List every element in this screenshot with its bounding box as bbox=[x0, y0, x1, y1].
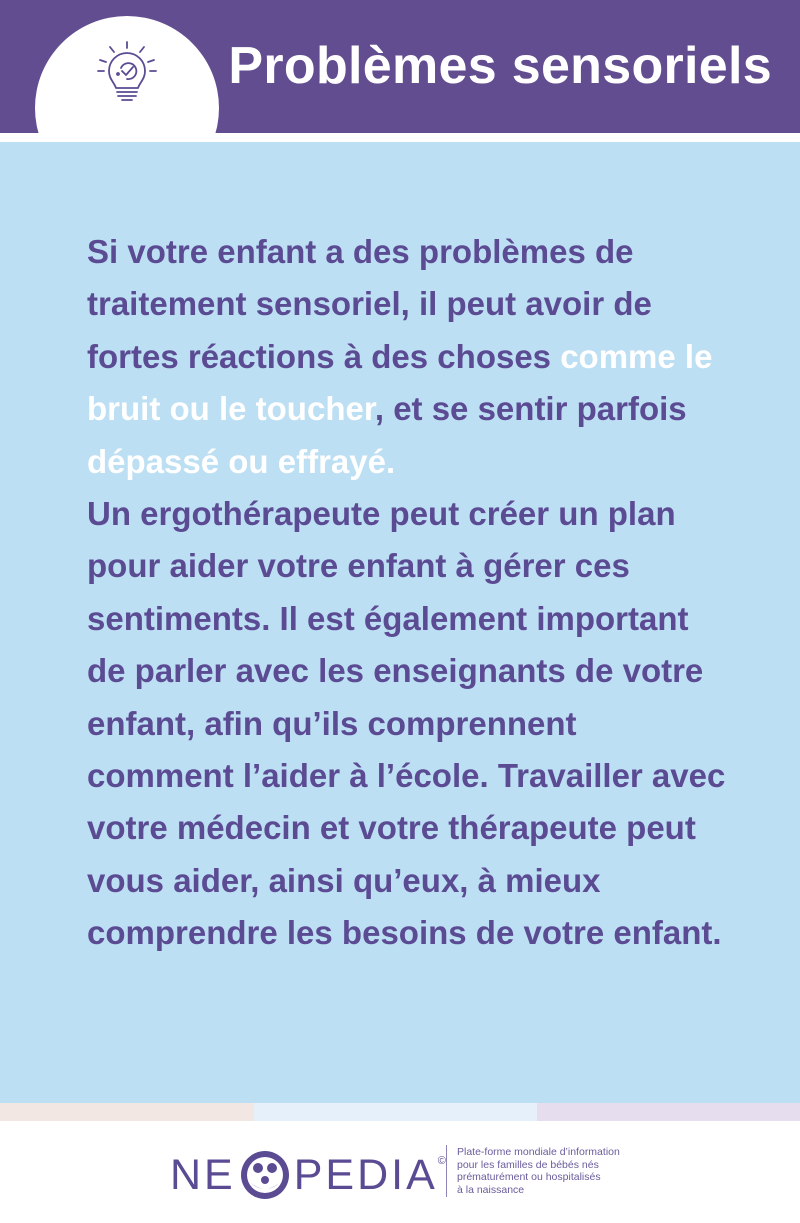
lightbulb-check-icon bbox=[92, 38, 162, 108]
stripe-lavender bbox=[537, 1103, 800, 1121]
p1-text-a: Si votre enfant a des problèmes de traitement sensoriel, il peut avoir de fortes réactions à des choses bbox=[87, 233, 652, 375]
highlight-1: comme le bruit ou le toucher bbox=[87, 337, 713, 428]
paragraph-2: Un ergothérapeute peut créer un plan pour aider votre enfant à gérer ces sentiments. Il est également important de parler avec les enseignants de votre enfant, afin qu’ils comprennent comment l’aider à l’école. Travailler avec votre médecin et votre thérapeute peut vous aider, ainsi qu’eux, à mieux comprendre les besoins de votre enfant. bbox=[87, 495, 726, 952]
family-circle-icon bbox=[239, 1149, 291, 1201]
tagline-line: Plate-forme mondiale d’information bbox=[457, 1146, 620, 1158]
logo-text-left: NE bbox=[170, 1151, 236, 1199]
tagline-line: prématurément ou hospitalisés bbox=[457, 1171, 601, 1183]
highlight-2: dépassé ou effrayé. bbox=[87, 442, 396, 480]
copyright-mark: © bbox=[437, 1155, 446, 1167]
tagline-line: pour les familles de bébés nés bbox=[457, 1158, 599, 1171]
footer-divider bbox=[446, 1145, 447, 1197]
stripe-peach bbox=[0, 1103, 254, 1121]
p1-text-b: , et se sentir parfois bbox=[374, 390, 687, 428]
neopedia-logo bbox=[170, 1145, 446, 1205]
tagline bbox=[457, 1146, 657, 1196]
paragraph-1 bbox=[87, 226, 727, 488]
stripe-blue bbox=[254, 1103, 537, 1121]
logo-text-right: PEDIA bbox=[293, 1151, 438, 1199]
body-text bbox=[87, 226, 727, 960]
tagline-line: à la naissance bbox=[457, 1183, 525, 1196]
page-title: Problèmes sensoriels bbox=[228, 37, 772, 95]
